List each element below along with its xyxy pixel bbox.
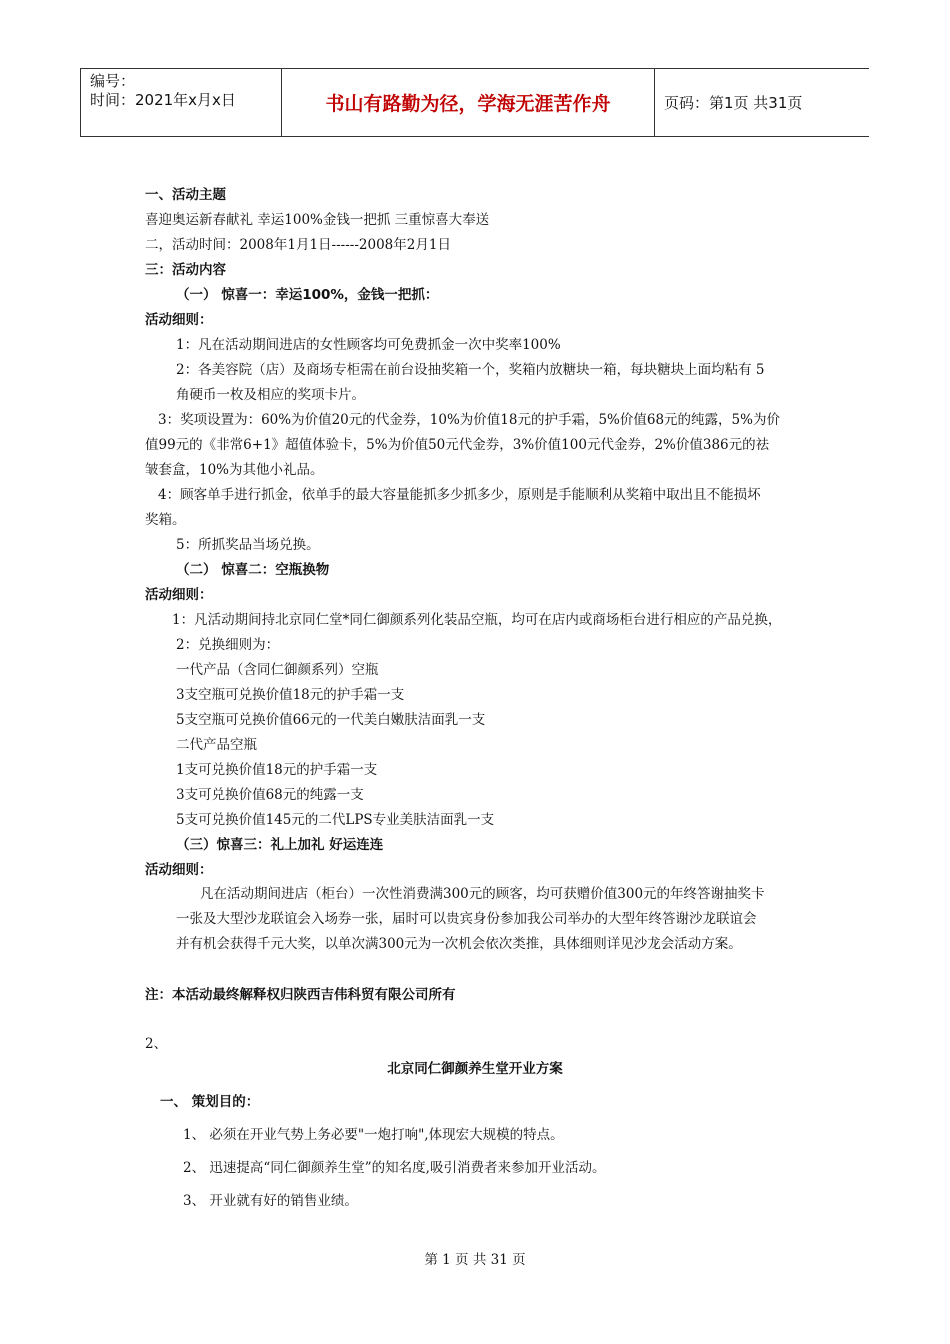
header-page-info: 页码：第1页 共31页 <box>664 94 803 112</box>
plan-purpose-heading: 一、 策划目的： <box>160 1094 260 1110</box>
rule-2-1: 1：凡活动期间持北京同仁堂*同仁御颜系列化装品空瓶，均可在店内或商场柜台进行相应的产品兑换， <box>172 612 782 628</box>
surprise-two-heading: （二） 惊喜二：空瓶换物 <box>176 562 330 578</box>
rules-heading-2: 活动细则： <box>145 587 213 603</box>
rule-1-4-line1: 4：顾客单手进行抓金，依单手的最大容量能抓多少抓多少，原则是手能顺利从奖箱中取出且不能损坏 <box>158 487 761 503</box>
page-footer: 第 1 页 共 31 页 <box>424 1252 526 1268</box>
section-number-2: 2、 <box>145 1036 168 1052</box>
rule-1-3-line1: 3：奖项设置为：60%为价值20元的代金券，10%为价值18元的护手霜，5%价值68元的纯露，5%为价 <box>158 412 780 428</box>
rule-1-1: 1：凡在活动期间进店的女性顾客均可免费抓金一次中奖率100% <box>176 337 561 353</box>
exchange-gen2-item1: 1支可兑换价值18元的护手霜一支 <box>176 762 378 778</box>
activity-time: 二，活动时间：2008年1月1日------2008年2月1日 <box>145 237 451 253</box>
note-disclaimer: 注：本活动最终解释权归陕西吉伟科贸有限公司所有 <box>145 987 456 1003</box>
rule-1-2-line1: 2：各美容院（店）及商场专柜需在前台设抽奖箱一个，奖箱内放糖块一箱，每块糖块上面均粘有 5 <box>176 362 765 378</box>
surprise-one-heading: （一） 惊喜一：幸运100%，金钱一把抓： <box>176 287 439 303</box>
rules-heading-3: 活动细则： <box>145 862 213 878</box>
exchange-gen2-title: 二代产品空瓶 <box>176 737 257 753</box>
section-heading-theme: 一、活动主题 <box>145 187 226 203</box>
exchange-gen1-title: 一代产品（含同仁御颜系列）空瓶 <box>176 662 379 678</box>
rule-1-3-line2: 值99元的《非常6+1》超值体验卡，5%为价值50元代金券，3%价值100元代金券，2%价值386元的祛 <box>145 437 770 453</box>
plan-title: 北京同仁御颜养生堂开业方案 <box>387 1061 563 1077</box>
plan-purpose-1: 1、 必须在开业气势上务必要"一炮打响",体现宏大规模的特点。 <box>183 1127 564 1143</box>
rule-1-5: 5：所抓奖品当场兑换。 <box>176 537 320 553</box>
rule-3-line1: 凡在活动期间进店（柜台）一次性消费满300元的顾客，均可获赠价值300元的年终答谢抽奖卡 <box>200 886 765 902</box>
exchange-gen1-item2: 5支空瓶可兑换价值66元的一代美白嫩肤洁面乳一支 <box>176 712 486 728</box>
rule-1-2-line2: 角硬币一枚及相应的奖项卡片。 <box>176 387 365 403</box>
header-divider-2 <box>654 69 655 136</box>
time-label: 时间：2021年x月x日 <box>90 91 236 109</box>
rule-3-line3: 并有机会获得千元大奖，以单次满300元为一次机会依次类推，具体细则详见沙龙会活动方案。 <box>176 936 742 952</box>
header-table <box>80 68 869 137</box>
header-border-left <box>80 69 81 136</box>
plan-purpose-3: 3、 开业就有好的销售业绩。 <box>183 1193 358 1209</box>
rules-heading-1: 活动细则： <box>145 312 213 328</box>
serial-label: 编号： <box>90 72 136 90</box>
exchange-gen2-item2: 3支可兑换价值68元的纯露一支 <box>176 787 364 803</box>
rule-1-3-line3: 皱套盒，10%为其他小礼品。 <box>145 462 324 478</box>
header-motto: 书山有路勤为径，学海无涯苦作舟 <box>325 93 611 115</box>
rule-2-2: 2：兑换细则为： <box>176 637 280 653</box>
exchange-gen1-item1: 3支空瓶可兑换价值18元的护手霜一支 <box>176 687 405 703</box>
plan-purpose-2: 2、 迅速提高“同仁御颜养生堂”的知名度,吸引消费者来参加开业活动。 <box>183 1160 606 1176</box>
rule-1-4-line2: 奖箱。 <box>145 512 186 528</box>
theme-text: 喜迎奥运新春献礼 幸运100%金钱一把抓 三重惊喜大奉送 <box>145 212 490 228</box>
surprise-three-heading: （三）惊喜三：礼上加礼 好运连连 <box>176 837 384 853</box>
header-left-cell <box>90 72 236 110</box>
exchange-gen2-item3: 5支可兑换价值145元的二代LPS专业美肤洁面乳一支 <box>176 812 495 828</box>
rule-3-line2: 一张及大型沙龙联谊会入场券一张，届时可以贵宾身份参加我公司举办的大型年终答谢沙龙联谊会 <box>176 911 757 927</box>
section-heading-content: 三：活动内容 <box>145 262 226 278</box>
